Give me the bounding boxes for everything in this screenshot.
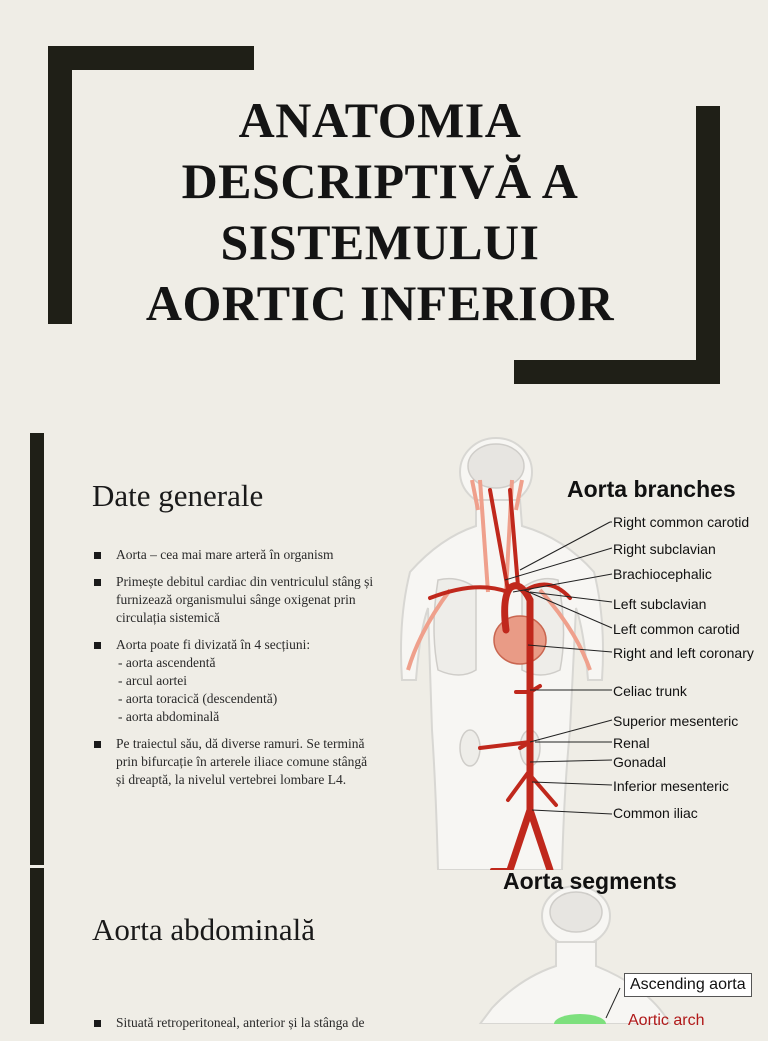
bullet-item: Primește debitul cardiac din ventriculul stâng și furnizează organismului sânge oxigenat prin circulația sistemică [92,573,377,627]
title-line: SISTEMULUI [220,214,540,270]
slide-title [90,90,670,334]
kidney-right [460,730,480,766]
label-left-common-carotid: Left common carotid [613,621,740,637]
label-brachiocephalic: Brachiocephalic [613,566,712,582]
general-bullets [92,546,377,798]
label-coronary: Right and left coronary [613,645,754,661]
section-heading-general: Date generale [92,478,264,513]
label-right-subclavian: Right subclavian [613,541,716,557]
aorta-branches-figure [380,430,768,870]
section-heading-abdominal: Aorta abdominală [92,912,315,947]
label-right-common-carotid: Right common carotid [613,514,750,530]
sub-item: - arcul aortei [118,673,187,688]
label-left-subclavian: Left subclavian [613,596,707,612]
sub-item: - aorta toracică (descendentă) [118,691,278,706]
frame-top-left-vertical [48,46,72,324]
label-celiac-trunk: Celiac trunk [613,683,687,699]
label-aortic-arch: Aortic arch [628,1012,705,1029]
label-ascending-aorta: Ascending aorta [624,973,752,997]
figure-title-segments: Aorta segments [503,868,677,894]
sub-item: - aorta ascendentă [118,655,216,670]
frame-bottom-right-vertical [696,106,720,384]
label-common-iliac: Common iliac [613,805,698,821]
title-line: DESCRIPTIVĂ A [181,153,579,209]
frame-top-left-horizontal [48,46,254,70]
label-inferior-mesenteric: Inferior mesenteric [613,778,729,794]
aorta-segments-figure [380,868,768,1029]
bullet-item: Pe traiectul său, dă diverse ramuri. Se termină prin bifurcație în arterele iliace comune stângă și dreaptă, la nivelul vertebrei lombare L4. [92,735,377,789]
label-renal: Renal [613,735,650,751]
slide2-accent-bar [30,433,44,865]
title-slide [0,0,768,408]
bullet-item: Aorta – cea mai mare arteră în organism [92,546,377,564]
label-gonadal: Gonadal [613,754,666,770]
label-superior-mesenteric: Superior mesenteric [613,713,739,729]
frame-bottom-right-horizontal [514,360,720,384]
bullet-item: Situată retroperitoneal, anterior și la stânga de [92,1014,432,1032]
title-line: ANATOMIA [238,92,522,148]
bullet-item: Aorta poate fi divizată în 4 secțiuni: - aorta ascendentă - arcul aortei - aorta toracică (descendentă) - aorta abdominală [92,636,377,726]
title-line: AORTIC INFERIOR [145,275,615,331]
slide3-accent-bar [30,868,44,1024]
brain-shape [468,444,524,488]
figure-title-branches: Aorta branches [567,476,736,502]
sub-item: - aorta abdominală [118,709,220,724]
brain-shape-2 [550,892,602,932]
